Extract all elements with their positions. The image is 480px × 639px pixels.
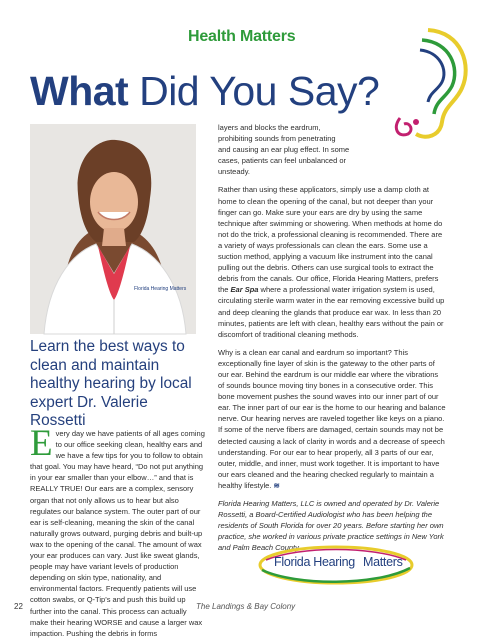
article-title: [30, 68, 379, 115]
paragraph-cleaning-methods: [218, 184, 446, 339]
brand-logo-text: [274, 555, 403, 569]
brand-word-2: Matters: [362, 555, 403, 569]
brand-word-1: Florida Hearing: [274, 555, 355, 569]
paragraph-importance-text: Why is a clean ear canal and eardrum so important? This exceptionally fine layer of skin is the gateway to the other parts of our ear. Behind the eardrum is our middle ear where the vibrations of sounds bounce moving tiny bones in a consecutive order. This bone movement pushes the sound waves into our inner part of our ear. The inner part of our ear is the home to our hearing and balance nerve. Our hearing nerves are raveled together like keys on a piano. If some of the nerve fibers are damaged, certain sounds may not be detected causing a lack of clarity in words and a decrease of speech understanding. For our ear to hear properly, all 3 parts of our ear, outer, middle, and inner, must work together. It is important to have our ears cleaned and the hearing checked regularly to maintain a healthy lifestyle.: [218, 347, 446, 490]
drop-cap: E: [30, 423, 53, 464]
article-subheadline: Learn the best ways to clean and maintain healthy hearing by local expert Dr. Valerie Rossetti: [30, 338, 192, 429]
left-column-text: very day we have patients of all ages coming to our office seeking clean, healthy ears and we have a few tips for you to follow to obtain that goal. You may have heard, “Do not put anything in your ear smaller than your elbow…” and that is REALLY TRUE! Our ears are a complex, sensory organ that not only allows us to hear but also regulates our balance system. The outer part of our ear is self-cleaning, meaning the skin of the canal naturally grows outward, purging debris and built-up wax to the opening of the canal. The amount of wax your ear produces can vary. Just like sweat glands, people may have variant levels of production depending on skin type, nationality, and environmental factors. Frequently patients will use cotton swabs, or Q-Tip’s and push this build up further into the canal. This process can actually make their hearing WORSE and cause a larger wax impaction. Pushing the debris in forms: [30, 429, 205, 638]
title-bold-word: What: [30, 68, 129, 114]
coat-embroidery: Florida Hearing Matters: [134, 286, 187, 292]
title-rest: Did You Say?: [128, 68, 380, 114]
author-bio: Florida Hearing Matters, LLC is owned and operated by Dr. Valerie Rossetti, a Board-Certified Audiologist who has been helping the residents of South Florida for over 20 years. Before starting her own practice, she worked in various private practice settings in New York and Palm Beach County.: [218, 499, 444, 553]
end-mark-icon: ≋: [273, 480, 280, 490]
page-number: 22: [14, 602, 23, 611]
section-heading: Health Matters: [188, 28, 296, 45]
ear-spa-emphasis: Ear Spa: [230, 285, 259, 295]
publication-name: The Landings & Bay Colony: [196, 602, 296, 611]
left-column-body: [30, 423, 206, 639]
paragraph-continued: layers and blocks the eardrum, prohibiting sounds from penetrating and causing an ear plug effect. In some cases, patients can feel unbalanced or unsteady.: [218, 123, 350, 177]
paragraph-importance: [218, 347, 446, 491]
paragraph-text-a: Rather than using these applicators, simply use a damp cloth at home to clean the opening of the canal, but not deeper than your finger can go. Make sure your ears are dry by using the same technique after swimming or showering. When methods at home do not do the trick, a professional cleaning is recommended. There are a variety of ways professionals can clean the ears. Some use a suction method, applying a vacuum like instrument into the canal pulling out the debris. Others can use surgical tools to extract the debris from the canals. Our office, Florida Hearing Matters, prefers the: [218, 185, 443, 295]
portrait-illustration: [30, 124, 196, 334]
paragraph-text-b: where a professional water irrigation system is used, circulating sterile warm water in the ear removing excessive build up and deep cleaning the glands that produce ear wax. In less than 20 minutes, patients are left with clean, healthy ears without the pain or discomfort of traditional cleaning methods.: [218, 285, 445, 339]
author-portrait: [30, 124, 196, 334]
right-column: [218, 122, 446, 560]
